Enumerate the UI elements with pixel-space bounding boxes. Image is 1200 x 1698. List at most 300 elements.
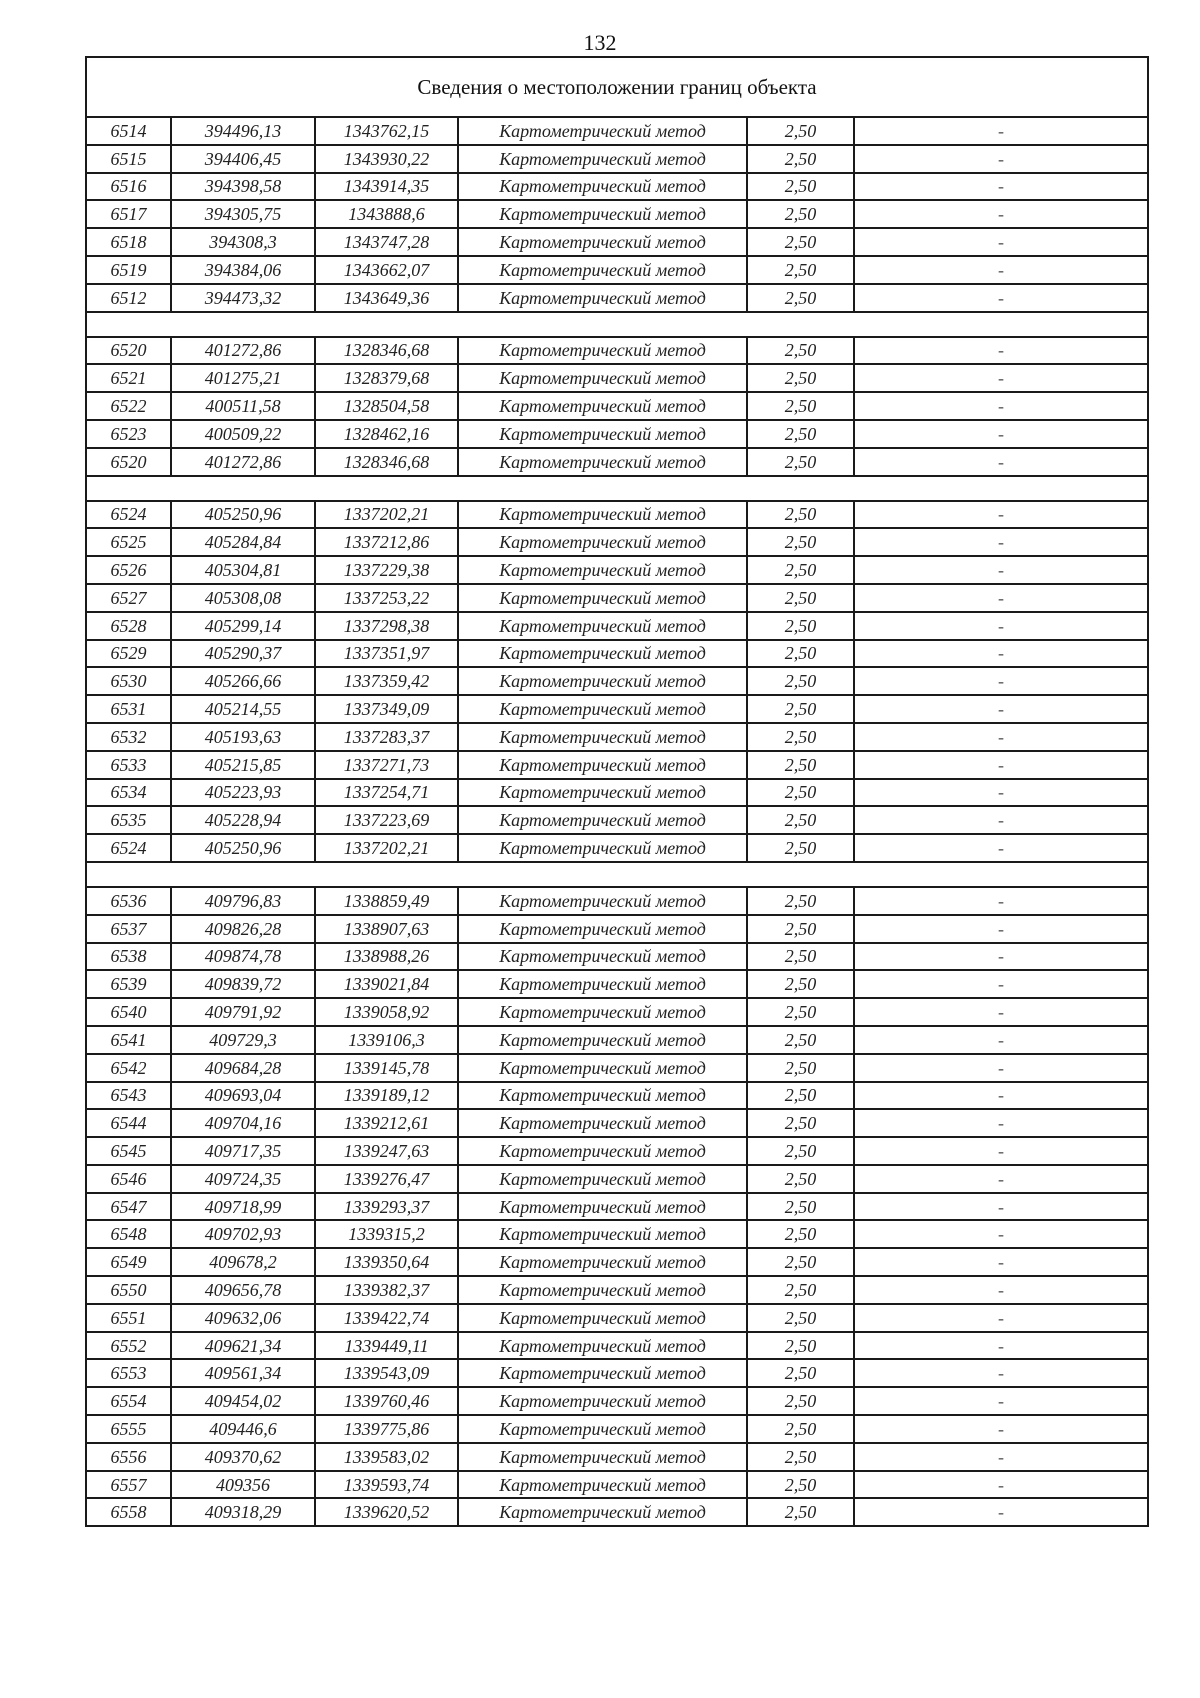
x-coordinate-cell: 405214,55 — [171, 695, 315, 723]
description-cell: - — [854, 1165, 1148, 1193]
description-cell: - — [854, 584, 1148, 612]
table-row — [86, 501, 1148, 529]
y-coordinate-cell: 1337271,73 — [315, 751, 458, 779]
x-coordinate-cell: 409356 — [171, 1471, 315, 1499]
description-cell: - — [854, 1498, 1148, 1526]
point-number-cell: 6527 — [86, 584, 171, 612]
point-number-cell: 6512 — [86, 284, 171, 312]
y-coordinate-cell: 1339315,2 — [315, 1220, 458, 1248]
accuracy-cell: 2,50 — [747, 640, 854, 668]
table-row — [86, 584, 1148, 612]
method-cell: Картометрический метод — [458, 1248, 747, 1276]
table-row — [86, 1276, 1148, 1304]
method-cell: Картометрический метод — [458, 228, 747, 256]
x-coordinate-cell: 409318,29 — [171, 1498, 315, 1526]
x-coordinate-cell: 405215,85 — [171, 751, 315, 779]
method-cell: Картометрический метод — [458, 779, 747, 807]
table-row — [86, 1443, 1148, 1471]
method-cell: Картометрический метод — [458, 834, 747, 862]
x-coordinate-cell: 405290,37 — [171, 640, 315, 668]
table-row — [86, 1387, 1148, 1415]
x-coordinate-cell: 409656,78 — [171, 1276, 315, 1304]
table-row — [86, 1359, 1148, 1387]
point-number-cell: 6525 — [86, 528, 171, 556]
x-coordinate-cell: 394473,32 — [171, 284, 315, 312]
point-number-cell: 6548 — [86, 1220, 171, 1248]
y-coordinate-cell: 1328504,58 — [315, 392, 458, 420]
method-cell: Картометрический метод — [458, 1137, 747, 1165]
table-title: Сведения о местоположении границ объекта — [86, 57, 1148, 117]
table-row — [86, 117, 1148, 145]
description-cell: - — [854, 723, 1148, 751]
description-cell: - — [854, 1082, 1148, 1110]
point-number-cell: 6550 — [86, 1276, 171, 1304]
x-coordinate-cell: 409724,35 — [171, 1165, 315, 1193]
x-coordinate-cell: 405266,66 — [171, 667, 315, 695]
method-cell: Картометрический метод — [458, 1082, 747, 1110]
description-cell: - — [854, 1026, 1148, 1054]
table-row — [86, 337, 1148, 365]
description-cell: - — [854, 667, 1148, 695]
table-row — [86, 695, 1148, 723]
method-cell: Картометрический метод — [458, 806, 747, 834]
accuracy-cell: 2,50 — [747, 284, 854, 312]
table-title-row — [86, 57, 1148, 117]
y-coordinate-cell: 1337254,71 — [315, 779, 458, 807]
x-coordinate-cell: 394398,58 — [171, 173, 315, 201]
method-cell: Картометрический метод — [458, 364, 747, 392]
description-cell: - — [854, 640, 1148, 668]
accuracy-cell: 2,50 — [747, 1082, 854, 1110]
x-coordinate-cell: 405299,14 — [171, 612, 315, 640]
point-number-cell: 6517 — [86, 200, 171, 228]
accuracy-cell: 2,50 — [747, 1332, 854, 1360]
accuracy-cell: 2,50 — [747, 1359, 854, 1387]
table-row — [86, 1248, 1148, 1276]
method-cell: Картометрический метод — [458, 998, 747, 1026]
boundary-coordinates-table — [85, 56, 1149, 1527]
point-number-cell: 6546 — [86, 1165, 171, 1193]
description-cell: - — [854, 1248, 1148, 1276]
table-row — [86, 806, 1148, 834]
group-separator-row — [86, 476, 1148, 501]
method-cell: Картометрический метод — [458, 117, 747, 145]
accuracy-cell: 2,50 — [747, 943, 854, 971]
method-cell: Картометрический метод — [458, 1415, 747, 1443]
description-cell: - — [854, 943, 1148, 971]
point-number-cell: 6531 — [86, 695, 171, 723]
method-cell: Картометрический метод — [458, 337, 747, 365]
description-cell: - — [854, 887, 1148, 915]
description-cell: - — [854, 1054, 1148, 1082]
accuracy-cell: 2,50 — [747, 448, 854, 476]
accuracy-cell: 2,50 — [747, 200, 854, 228]
description-cell: - — [854, 695, 1148, 723]
description-cell: - — [854, 556, 1148, 584]
x-coordinate-cell: 394384,06 — [171, 256, 315, 284]
y-coordinate-cell: 1338907,63 — [315, 915, 458, 943]
description-cell: - — [854, 145, 1148, 173]
y-coordinate-cell: 1339058,92 — [315, 998, 458, 1026]
table-row — [86, 145, 1148, 173]
x-coordinate-cell: 405284,84 — [171, 528, 315, 556]
method-cell: Картометрический метод — [458, 145, 747, 173]
description-cell: - — [854, 364, 1148, 392]
method-cell: Картометрический метод — [458, 1193, 747, 1221]
method-cell: Картометрический метод — [458, 556, 747, 584]
method-cell: Картометрический метод — [458, 1471, 747, 1499]
x-coordinate-cell: 400509,22 — [171, 420, 315, 448]
accuracy-cell: 2,50 — [747, 1304, 854, 1332]
y-coordinate-cell: 1338859,49 — [315, 887, 458, 915]
point-number-cell: 6535 — [86, 806, 171, 834]
y-coordinate-cell: 1339145,78 — [315, 1054, 458, 1082]
accuracy-cell: 2,50 — [747, 584, 854, 612]
accuracy-cell: 2,50 — [747, 1220, 854, 1248]
method-cell: Картометрический метод — [458, 751, 747, 779]
description-cell: - — [854, 1137, 1148, 1165]
method-cell: Картометрический метод — [458, 284, 747, 312]
table-row — [86, 364, 1148, 392]
table-row — [86, 173, 1148, 201]
point-number-cell: 6547 — [86, 1193, 171, 1221]
y-coordinate-cell: 1337202,21 — [315, 501, 458, 529]
accuracy-cell: 2,50 — [747, 915, 854, 943]
description-cell: - — [854, 392, 1148, 420]
method-cell: Картометрический метод — [458, 501, 747, 529]
table-row — [86, 1165, 1148, 1193]
accuracy-cell: 2,50 — [747, 1387, 854, 1415]
method-cell: Картометрический метод — [458, 420, 747, 448]
point-number-cell: 6539 — [86, 970, 171, 998]
point-number-cell: 6518 — [86, 228, 171, 256]
table-row — [86, 1137, 1148, 1165]
point-number-cell: 6553 — [86, 1359, 171, 1387]
y-coordinate-cell: 1339449,11 — [315, 1332, 458, 1360]
accuracy-cell: 2,50 — [747, 420, 854, 448]
x-coordinate-cell: 409729,3 — [171, 1026, 315, 1054]
method-cell: Картометрический метод — [458, 1359, 747, 1387]
table-row — [86, 779, 1148, 807]
description-cell: - — [854, 1332, 1148, 1360]
y-coordinate-cell: 1337223,69 — [315, 806, 458, 834]
table-row — [86, 834, 1148, 862]
accuracy-cell: 2,50 — [747, 364, 854, 392]
description-cell: - — [854, 1304, 1148, 1332]
x-coordinate-cell: 409446,6 — [171, 1415, 315, 1443]
description-cell: - — [854, 612, 1148, 640]
accuracy-cell: 2,50 — [747, 501, 854, 529]
method-cell: Картометрический метод — [458, 695, 747, 723]
description-cell: - — [854, 501, 1148, 529]
accuracy-cell: 2,50 — [747, 612, 854, 640]
point-number-cell: 6538 — [86, 943, 171, 971]
point-number-cell: 6529 — [86, 640, 171, 668]
point-number-cell: 6522 — [86, 392, 171, 420]
x-coordinate-cell: 409678,2 — [171, 1248, 315, 1276]
accuracy-cell: 2,50 — [747, 1443, 854, 1471]
point-number-cell: 6549 — [86, 1248, 171, 1276]
table-row — [86, 1498, 1148, 1526]
y-coordinate-cell: 1339350,64 — [315, 1248, 458, 1276]
accuracy-cell: 2,50 — [747, 256, 854, 284]
accuracy-cell: 2,50 — [747, 528, 854, 556]
point-number-cell: 6543 — [86, 1082, 171, 1110]
method-cell: Картометрический метод — [458, 640, 747, 668]
y-coordinate-cell: 1339593,74 — [315, 1471, 458, 1499]
table-row — [86, 1109, 1148, 1137]
y-coordinate-cell: 1343762,15 — [315, 117, 458, 145]
x-coordinate-cell: 405223,93 — [171, 779, 315, 807]
x-coordinate-cell: 405304,81 — [171, 556, 315, 584]
y-coordinate-cell: 1339620,52 — [315, 1498, 458, 1526]
table-row — [86, 528, 1148, 556]
table-row — [86, 1332, 1148, 1360]
y-coordinate-cell: 1339276,47 — [315, 1165, 458, 1193]
description-cell: - — [854, 1387, 1148, 1415]
point-number-cell: 6545 — [86, 1137, 171, 1165]
y-coordinate-cell: 1337349,09 — [315, 695, 458, 723]
point-number-cell: 6521 — [86, 364, 171, 392]
y-coordinate-cell: 1337283,37 — [315, 723, 458, 751]
table-row — [86, 915, 1148, 943]
x-coordinate-cell: 409702,93 — [171, 1220, 315, 1248]
description-cell: - — [854, 1193, 1148, 1221]
accuracy-cell: 2,50 — [747, 228, 854, 256]
method-cell: Картометрический метод — [458, 173, 747, 201]
table-row — [86, 970, 1148, 998]
y-coordinate-cell: 1337202,21 — [315, 834, 458, 862]
table-row — [86, 392, 1148, 420]
point-number-cell: 6514 — [86, 117, 171, 145]
method-cell: Картометрический метод — [458, 970, 747, 998]
description-cell: - — [854, 1415, 1148, 1443]
y-coordinate-cell: 1339775,86 — [315, 1415, 458, 1443]
point-number-cell: 6524 — [86, 501, 171, 529]
accuracy-cell: 2,50 — [747, 173, 854, 201]
separator-cell — [86, 312, 1148, 337]
accuracy-cell: 2,50 — [747, 695, 854, 723]
method-cell: Картометрический метод — [458, 1498, 747, 1526]
x-coordinate-cell: 409791,92 — [171, 998, 315, 1026]
description-cell: - — [854, 228, 1148, 256]
accuracy-cell: 2,50 — [747, 723, 854, 751]
method-cell: Картометрический метод — [458, 915, 747, 943]
description-cell: - — [854, 779, 1148, 807]
accuracy-cell: 2,50 — [747, 834, 854, 862]
table-row — [86, 1415, 1148, 1443]
x-coordinate-cell: 394496,13 — [171, 117, 315, 145]
y-coordinate-cell: 1343888,6 — [315, 200, 458, 228]
accuracy-cell: 2,50 — [747, 1415, 854, 1443]
y-coordinate-cell: 1343930,22 — [315, 145, 458, 173]
y-coordinate-cell: 1337298,38 — [315, 612, 458, 640]
separator-cell — [86, 476, 1148, 501]
table-row — [86, 887, 1148, 915]
x-coordinate-cell: 401272,86 — [171, 337, 315, 365]
x-coordinate-cell: 409621,34 — [171, 1332, 315, 1360]
y-coordinate-cell: 1339382,37 — [315, 1276, 458, 1304]
x-coordinate-cell: 409454,02 — [171, 1387, 315, 1415]
accuracy-cell: 2,50 — [747, 751, 854, 779]
description-cell: - — [854, 1443, 1148, 1471]
accuracy-cell: 2,50 — [747, 806, 854, 834]
method-cell: Картометрический метод — [458, 1165, 747, 1193]
x-coordinate-cell: 405308,08 — [171, 584, 315, 612]
page-number: 132 — [583, 30, 617, 55]
table-row — [86, 723, 1148, 751]
accuracy-cell: 2,50 — [747, 1137, 854, 1165]
group-separator-row — [86, 862, 1148, 887]
table-row — [86, 751, 1148, 779]
point-number-cell: 6524 — [86, 834, 171, 862]
point-number-cell: 6516 — [86, 173, 171, 201]
x-coordinate-cell: 405250,96 — [171, 501, 315, 529]
y-coordinate-cell: 1339212,61 — [315, 1109, 458, 1137]
x-coordinate-cell: 401275,21 — [171, 364, 315, 392]
table-row — [86, 200, 1148, 228]
table-row — [86, 667, 1148, 695]
y-coordinate-cell: 1328346,68 — [315, 448, 458, 476]
point-number-cell: 6520 — [86, 448, 171, 476]
x-coordinate-cell: 409874,78 — [171, 943, 315, 971]
description-cell: - — [854, 1276, 1148, 1304]
point-number-cell: 6551 — [86, 1304, 171, 1332]
description-cell: - — [854, 1220, 1148, 1248]
x-coordinate-cell: 409632,06 — [171, 1304, 315, 1332]
point-number-cell: 6558 — [86, 1498, 171, 1526]
accuracy-cell: 2,50 — [747, 337, 854, 365]
description-cell: - — [854, 806, 1148, 834]
y-coordinate-cell: 1337253,22 — [315, 584, 458, 612]
method-cell: Картометрический метод — [458, 1109, 747, 1137]
method-cell: Картометрический метод — [458, 1054, 747, 1082]
point-number-cell: 6534 — [86, 779, 171, 807]
description-cell: - — [854, 1471, 1148, 1499]
x-coordinate-cell: 400511,58 — [171, 392, 315, 420]
x-coordinate-cell: 405228,94 — [171, 806, 315, 834]
description-cell: - — [854, 337, 1148, 365]
accuracy-cell: 2,50 — [747, 998, 854, 1026]
table-row — [86, 612, 1148, 640]
description-cell: - — [854, 420, 1148, 448]
y-coordinate-cell: 1339293,37 — [315, 1193, 458, 1221]
accuracy-cell: 2,50 — [747, 1165, 854, 1193]
group-separator-row — [86, 312, 1148, 337]
table-row — [86, 998, 1148, 1026]
method-cell: Картометрический метод — [458, 528, 747, 556]
x-coordinate-cell: 409561,34 — [171, 1359, 315, 1387]
point-number-cell: 6526 — [86, 556, 171, 584]
table-row — [86, 1054, 1148, 1082]
x-coordinate-cell: 409370,62 — [171, 1443, 315, 1471]
description-cell: - — [854, 256, 1148, 284]
method-cell: Картометрический метод — [458, 1220, 747, 1248]
method-cell: Картометрический метод — [458, 584, 747, 612]
accuracy-cell: 2,50 — [747, 1109, 854, 1137]
method-cell: Картометрический метод — [458, 256, 747, 284]
method-cell: Картометрический метод — [458, 887, 747, 915]
y-coordinate-cell: 1339583,02 — [315, 1443, 458, 1471]
accuracy-cell: 2,50 — [747, 556, 854, 584]
method-cell: Картометрический метод — [458, 667, 747, 695]
point-number-cell: 6520 — [86, 337, 171, 365]
accuracy-cell: 2,50 — [747, 667, 854, 695]
y-coordinate-cell: 1343747,28 — [315, 228, 458, 256]
y-coordinate-cell: 1328346,68 — [315, 337, 458, 365]
y-coordinate-cell: 1328462,16 — [315, 420, 458, 448]
method-cell: Картометрический метод — [458, 1332, 747, 1360]
table-row — [86, 640, 1148, 668]
y-coordinate-cell: 1339021,84 — [315, 970, 458, 998]
point-number-cell: 6523 — [86, 420, 171, 448]
accuracy-cell: 2,50 — [747, 1471, 854, 1499]
x-coordinate-cell: 409718,99 — [171, 1193, 315, 1221]
description-cell: - — [854, 1359, 1148, 1387]
point-number-cell: 6533 — [86, 751, 171, 779]
description-cell: - — [854, 117, 1148, 145]
method-cell: Картометрический метод — [458, 1387, 747, 1415]
y-coordinate-cell: 1339189,12 — [315, 1082, 458, 1110]
y-coordinate-cell: 1337351,97 — [315, 640, 458, 668]
description-cell: - — [854, 448, 1148, 476]
accuracy-cell: 2,50 — [747, 1193, 854, 1221]
y-coordinate-cell: 1343662,07 — [315, 256, 458, 284]
method-cell: Картометрический метод — [458, 200, 747, 228]
table-row — [86, 228, 1148, 256]
description-cell: - — [854, 751, 1148, 779]
x-coordinate-cell: 394308,3 — [171, 228, 315, 256]
y-coordinate-cell: 1338988,26 — [315, 943, 458, 971]
accuracy-cell: 2,50 — [747, 145, 854, 173]
table-row — [86, 1220, 1148, 1248]
y-coordinate-cell: 1337212,86 — [315, 528, 458, 556]
table-row — [86, 1304, 1148, 1332]
y-coordinate-cell: 1337229,38 — [315, 556, 458, 584]
description-cell: - — [854, 915, 1148, 943]
accuracy-cell: 2,50 — [747, 970, 854, 998]
separator-cell — [86, 862, 1148, 887]
point-number-cell: 6555 — [86, 1415, 171, 1443]
x-coordinate-cell: 409717,35 — [171, 1137, 315, 1165]
table-row — [86, 1026, 1148, 1054]
table-row — [86, 1082, 1148, 1110]
table-row — [86, 1193, 1148, 1221]
point-number-cell: 6542 — [86, 1054, 171, 1082]
method-cell: Картометрический метод — [458, 448, 747, 476]
x-coordinate-cell: 409839,72 — [171, 970, 315, 998]
table-row — [86, 1471, 1148, 1499]
x-coordinate-cell: 409796,83 — [171, 887, 315, 915]
y-coordinate-cell: 1339543,09 — [315, 1359, 458, 1387]
table-row — [86, 448, 1148, 476]
point-number-cell: 6532 — [86, 723, 171, 751]
x-coordinate-cell: 405193,63 — [171, 723, 315, 751]
y-coordinate-cell: 1339422,74 — [315, 1304, 458, 1332]
x-coordinate-cell: 409684,28 — [171, 1054, 315, 1082]
method-cell: Картометрический метод — [458, 1443, 747, 1471]
method-cell: Картометрический метод — [458, 1304, 747, 1332]
method-cell: Картометрический метод — [458, 392, 747, 420]
accuracy-cell: 2,50 — [747, 1054, 854, 1082]
y-coordinate-cell: 1343914,35 — [315, 173, 458, 201]
point-number-cell: 6540 — [86, 998, 171, 1026]
point-number-cell: 6557 — [86, 1471, 171, 1499]
description-cell: - — [854, 284, 1148, 312]
description-cell: - — [854, 528, 1148, 556]
description-cell: - — [854, 1109, 1148, 1137]
x-coordinate-cell: 394305,75 — [171, 200, 315, 228]
